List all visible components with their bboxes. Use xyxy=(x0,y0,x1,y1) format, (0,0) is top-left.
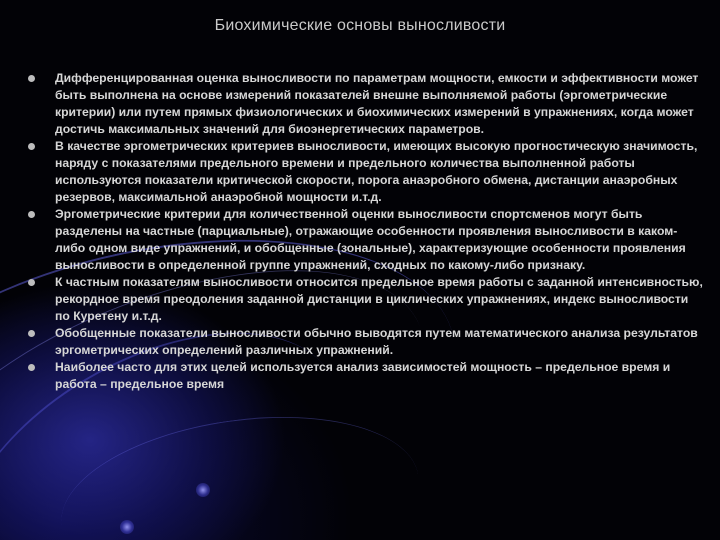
bullet-text: Наиболее часто для этих целей используется анализ зависимостей мощность – предельное время и работа – предельное время xyxy=(55,360,671,391)
bullet-item xyxy=(26,325,706,359)
bullet-text: Эргометрические критерии для количественной оценки выносливости спортсменов могут быть разделены на частные (парциальные), отражающие особенности проявления выносливости в каком-либо одном виде упражнений, и обобщенные (зональные), характеризующие особенности проявления выносливости в определенной группе упражнений, сходных по какому-либо признаку. xyxy=(55,207,686,272)
bullet-dot-icon xyxy=(28,279,35,286)
bullet-item xyxy=(26,70,706,138)
bullet-item xyxy=(26,359,706,393)
bullet-text: В качестве эргометрических критериев выносливости, имеющих высокую прогностическую значимость, наряду с показателями предельного времени и предельного количества выполненной работы используются показатели критической скорости, порога анаэробного обмена, дистанции анаэробных резервов, максимальной анаэробной мощности и.т.д. xyxy=(55,139,698,204)
bullet-item xyxy=(26,274,706,325)
bullet-dot-icon xyxy=(28,364,35,371)
bullet-dot-icon xyxy=(28,211,35,218)
slide-title: Биохимические основы выносливости xyxy=(214,17,506,34)
bullet-text: Обобщенные показатели выносливости обычно выводятся путем математического анализа результатов эргометрических определений различных упражнений. xyxy=(55,326,698,357)
decorative-streak xyxy=(51,396,430,540)
bullet-item xyxy=(26,138,706,206)
bullet-dot-icon xyxy=(28,143,35,150)
bullet-text: К частным показателям выносливости относится предельное время работы с заданной интенсивностью, рекордное время преодоления заданной дистанции в циклических упражнениях, индекс выносливости по Куретену и.т.д. xyxy=(55,275,703,323)
decorative-glow-dot xyxy=(120,520,134,534)
bullet-item xyxy=(26,206,706,274)
bullet-dot-icon xyxy=(28,330,35,337)
bullet-text: Дифференцированная оценка выносливости по параметрам мощности, емкости и эффективности может быть выполнена на основе измерений показателей внешне выполняемой работы (эргометрические критерии) или путем прямых физиологических и биохимических измерений в упражнениях, когда может достичь максимальных значений для биоэнергетических параметров. xyxy=(55,71,699,136)
bullet-list xyxy=(26,70,706,393)
bullet-dot-icon xyxy=(28,75,35,82)
decorative-glow-dot xyxy=(196,483,210,497)
